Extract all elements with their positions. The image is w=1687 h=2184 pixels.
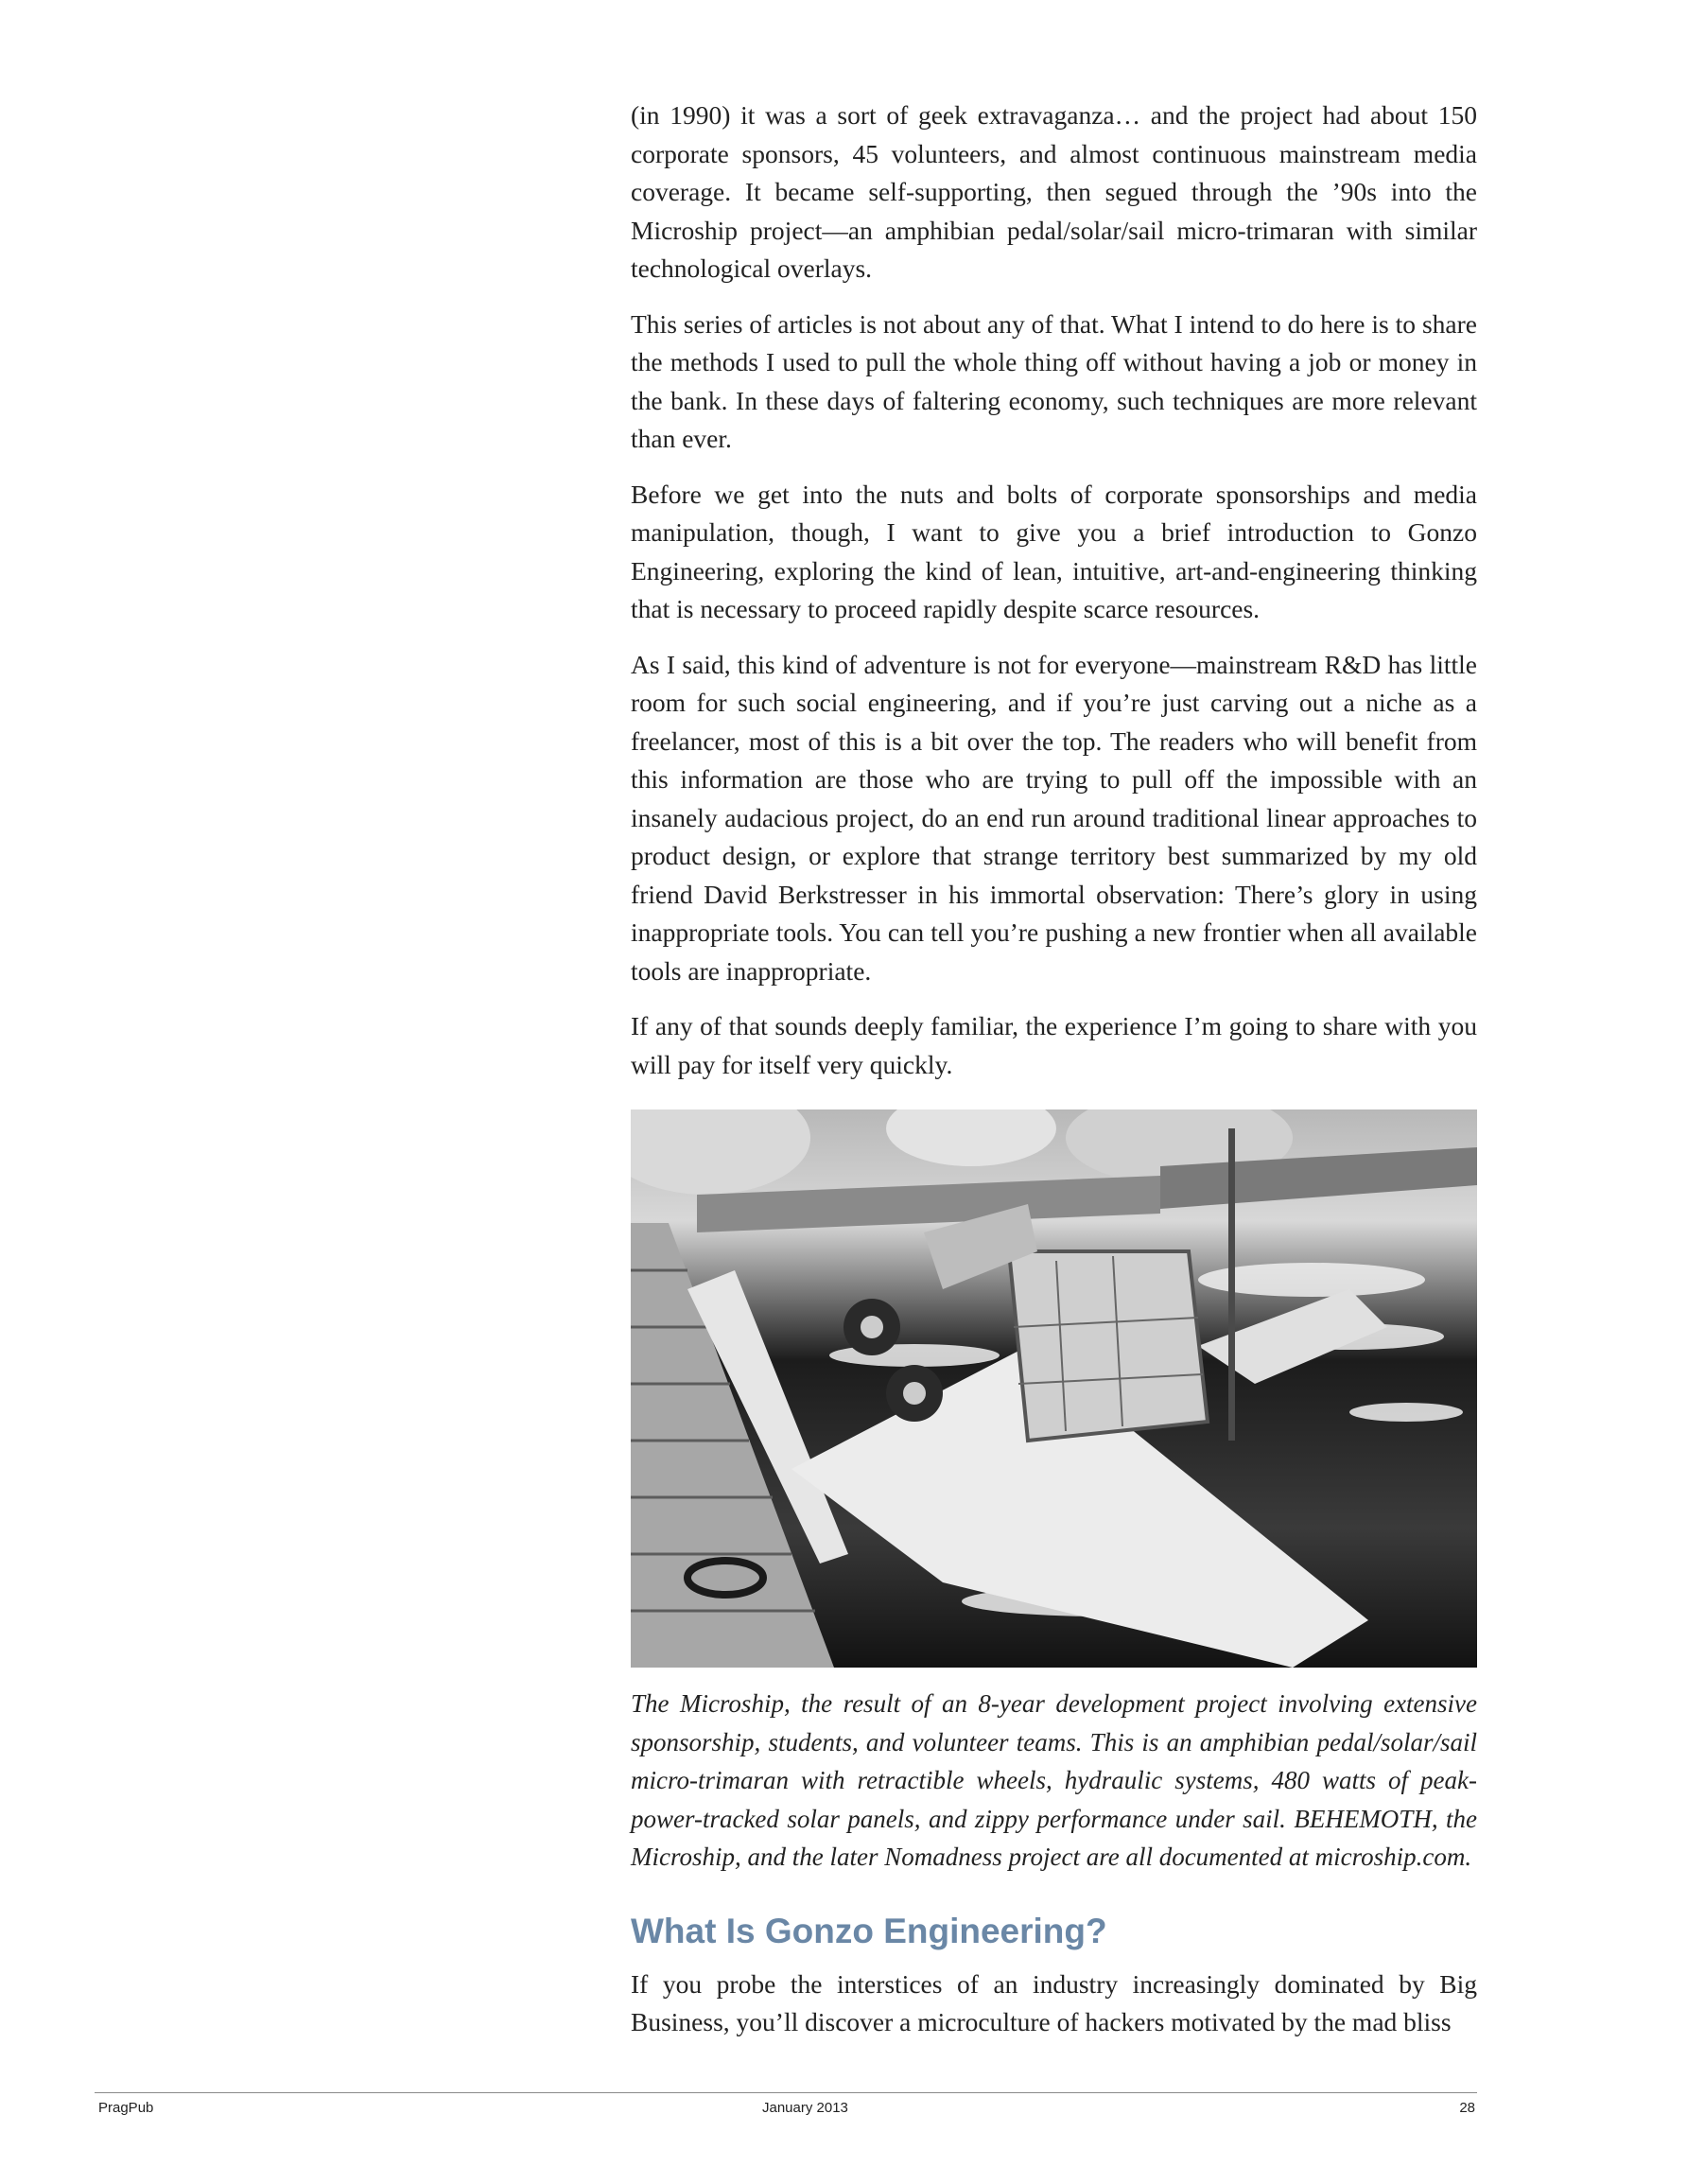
microship-photo xyxy=(631,1109,1477,1668)
body-paragraph: Before we get into the nuts and bolts of corporate sponsorships and media manipulation, though, I want to give you a brief introduction to Gonzo Engineering, exploring the kind of lean, intuitive, art-and-engineering thinking that is necessary to proceed rapidly despite scarce resources. xyxy=(631,479,1477,623)
footer-page-number: 28 xyxy=(1459,2100,1475,2116)
article-column xyxy=(631,96,1477,2059)
section-heading: What Is Gonzo Engineering? xyxy=(631,1911,1107,1950)
footer-issue-date: January 2013 xyxy=(762,2100,848,2116)
microship-photo-illustration xyxy=(631,1109,1477,1668)
body-paragraph: If you probe the interstices of an industry increasingly dominated by Big Business, you’ll discover a microculture of hackers motivated by the mad bliss xyxy=(631,1968,1477,2036)
body-paragraph: As I said, this kind of adventure is not for everyone—mainstream R&D has little room for such social engineering, and if you’re just carving out a niche as a freelancer, most of this is a bit over the top. The readers who will benefit from this information are those who are trying to pull off the impossible with an insanely audacious project, do an end run around traditional linear approaches to product design, or explore that strange territory best summarized by my old friend David Berkstresser in his immortal observation: There’s glory in using inappropriate tools. You can tell you’re pushing a new frontier when all available tools are inappropriate. xyxy=(631,649,1477,986)
footer-publication: PragPub xyxy=(98,2100,154,2116)
body-paragraph: This series of articles is not about any of that. What I intend to do here is to share the methods I used to pull the whole thing off without having a job or money in the bank. In these days of faltering economy, such techniques are more relevant than ever. xyxy=(631,308,1477,453)
footer-divider xyxy=(95,2092,1477,2093)
body-paragraph: (in 1990) it was a sort of geek extravaganza… and the project had about 150 corporate sponsors, 45 volunteers, and almost continuous mainstream media coverage. It became self-supporting, then segued through the ’90s into the Microship project—an amphibian pedal/solar/sail micro-trimaran with similar technological overlays. xyxy=(631,100,1477,283)
body-paragraph: If any of that sounds deeply familiar, the experience I’m going to share with you will pay for itself very quickly. xyxy=(631,1011,1477,1079)
figure-caption: The Microship, the result of an 8-year development project involving extensive sponsorship, students, and volunteer teams. This is an amphibian pedal/solar/sail micro-trimaran with retractible wheels, hydraulic systems, 480 watts of peak-power-tracked solar panels, and zippy performance under sail. BEHEMOTH, the Microship, and the later Nomadness project are all documented at microship.com. xyxy=(631,1689,1477,1871)
